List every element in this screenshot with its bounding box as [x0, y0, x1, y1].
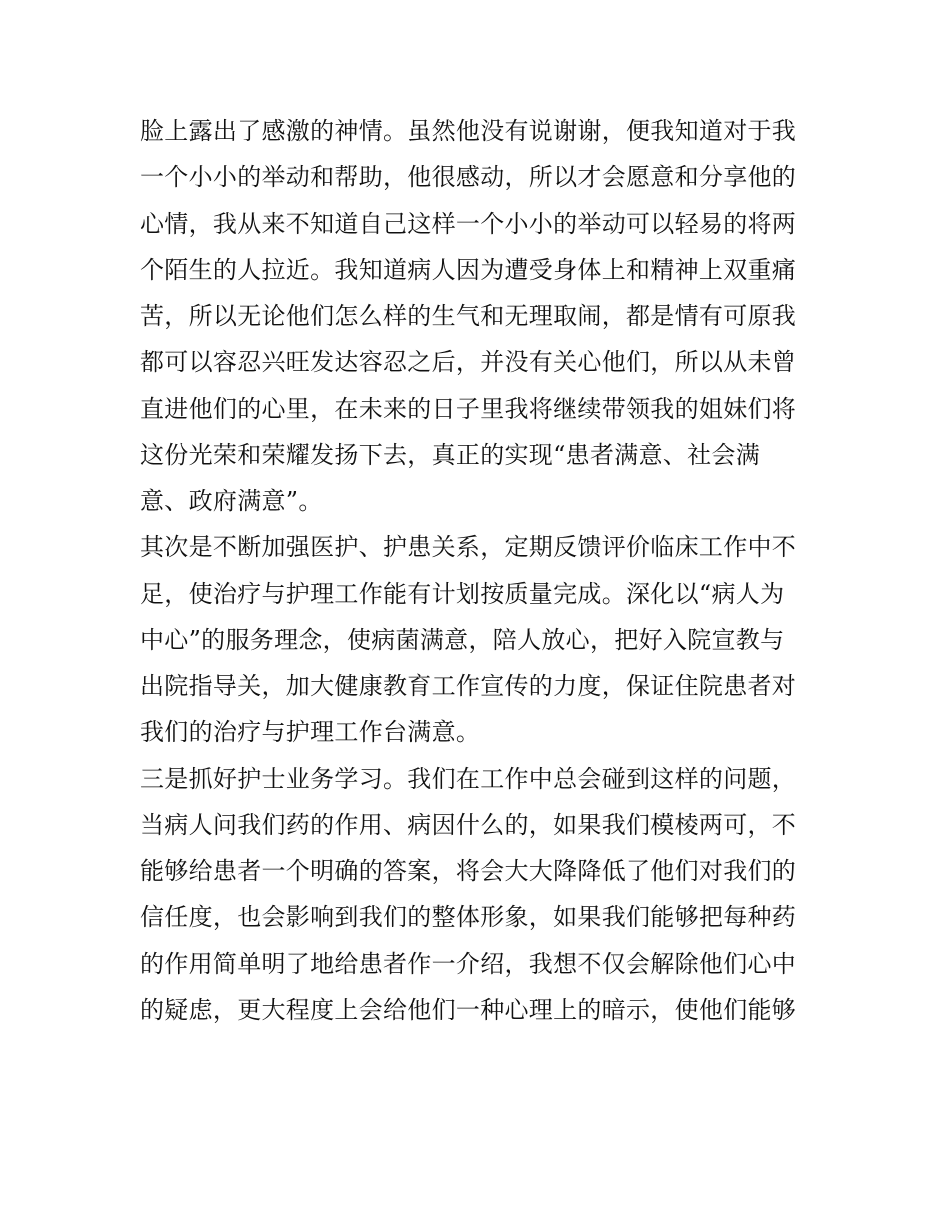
text-line: 其次是不断加强医护、护患关系，定期反馈评价临床工作中不	[140, 533, 797, 562]
text-line: 三是抓好护士业务学习。我们在工作中总会碰到这样的问题，	[140, 764, 797, 793]
text-line: 这份光荣和荣耀发扬下去，真正的实现“患者满意、社会满	[140, 440, 761, 469]
text-line: 都可以容忍兴旺发达容忍之后，并没有关心他们，所以从未曾	[140, 348, 797, 377]
text-line: 能够给患者一个明确的答案，将会大大降降低了他们对我们的	[140, 857, 797, 885]
text-line: 足，使治疗与护理工作能有计划按质量完成。深化以“病人为	[140, 579, 785, 608]
document-body	[140, 108, 820, 1033]
text-line: 的作用简单明了地给患者作一介绍，我想不仅会解除他们心中	[140, 949, 797, 978]
text-line: 我们的治疗与护理工作台满意。	[140, 718, 481, 747]
text-line: 当病人问我们药的作用、病因什么的，如果我们模棱两可，不	[140, 810, 797, 839]
text-line: 出院指导关，加大健康教育工作宣传的力度，保证住院患者对	[140, 672, 797, 700]
text-line: 一个小小的举动和帮助，他很感动，所以才会愿意和分享他的	[140, 163, 797, 192]
text-line: 心情，我从来不知道自己这样一个小小的举动可以轻易的将两	[140, 209, 797, 238]
text-line: 中心”的服务理念，使病菌满意，陪人放心，把好入院宣教与	[140, 625, 785, 654]
text-line: 苦，所以无论他们怎么样的生气和无理取闹，都是情有可原我	[140, 302, 797, 330]
text-line: 直进他们的心里，在未来的日子里我将继续带领我的姐妹们将	[140, 394, 797, 423]
text-line: 个陌生的人拉近。我知道病人因为遭受身体上和精神上双重痛	[140, 255, 797, 284]
text-line: 的疑虑，更大程度上会给他们一种心理上的暗示，使他们能够	[140, 995, 797, 1024]
text-line: 信任度，也会影响到我们的整体形象，如果我们能够把每种药	[140, 903, 797, 932]
text-line: 脸上露出了感激的神情。虽然他没有说谢谢，便我知道对于我	[140, 117, 797, 145]
text-line: 意、政府满意”。	[140, 487, 323, 515]
